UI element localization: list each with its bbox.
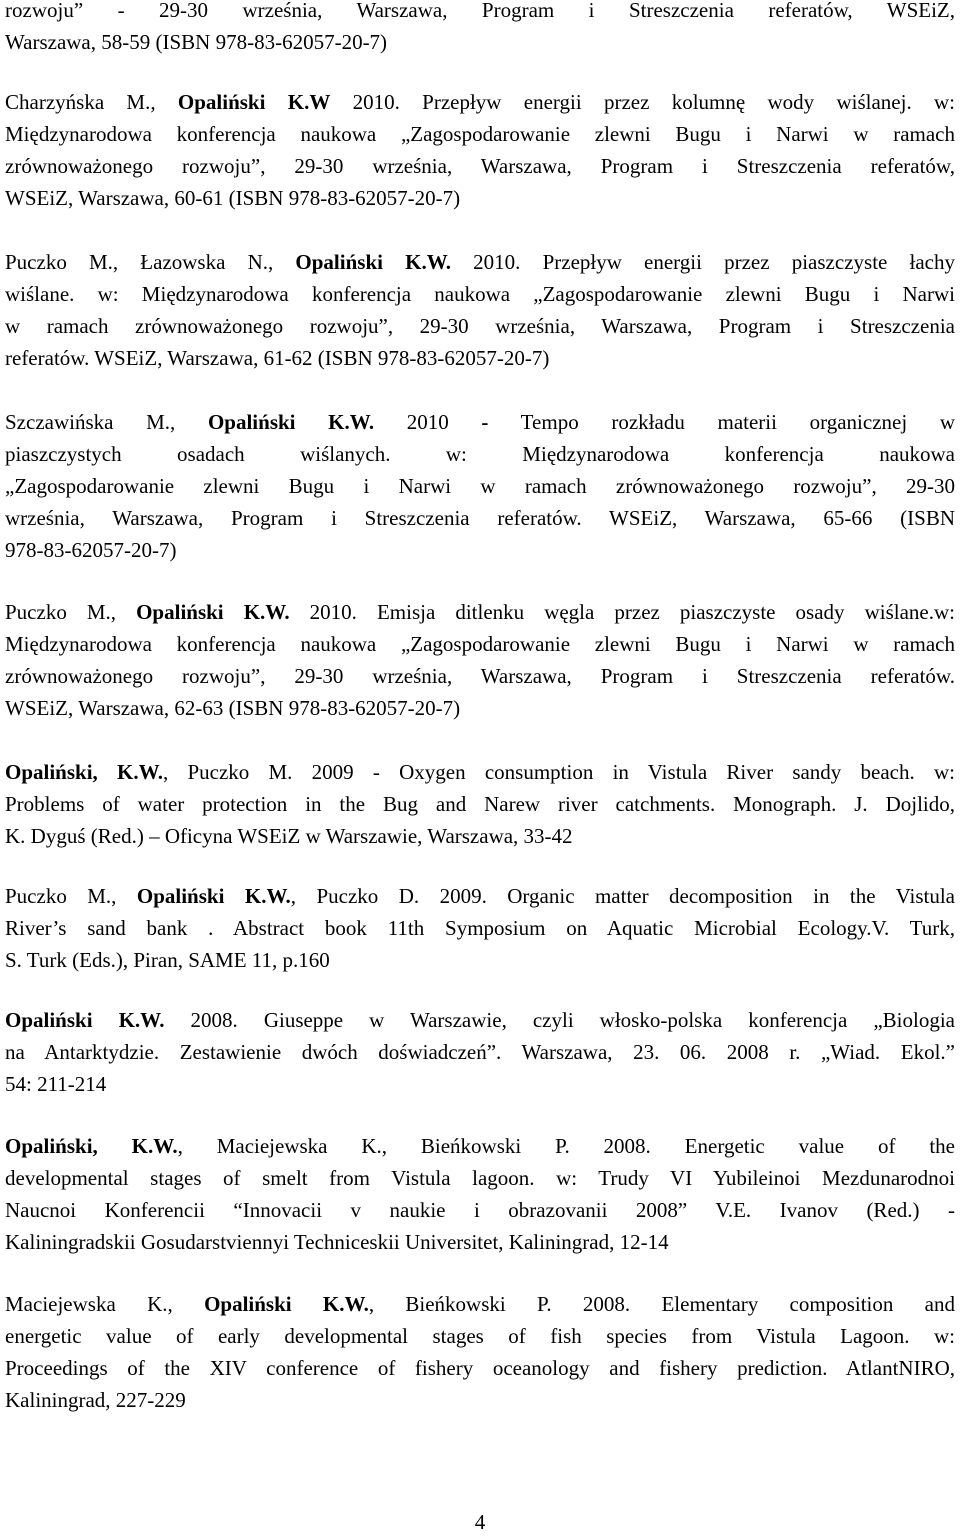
author-bold: Opaliński K.W. [5,1008,165,1032]
bibliography-entry [5,1288,955,1416]
entry-line [5,0,955,26]
entry-line [5,1162,955,1194]
bibliography-entry [5,1004,955,1100]
entry-text: Proceedings of the XIV conference of fishery oceanology and fishery prediction. AtlantNIRO, [5,1356,955,1380]
entry-text: developmental stages of smelt from Vistula lagoon. w: Trudy VI Yubileinoi Mezdunarodnoi [5,1166,955,1190]
entry-line [5,1320,955,1352]
entry-line [5,1194,955,1226]
entry-text: 2010. Przepływ energii przez piaszczyste łachy [451,250,955,274]
entry-line [5,1384,955,1416]
entry-line [5,278,955,310]
bibliography-entry [5,880,955,976]
bibliography-entry [5,596,955,724]
author-bold: Opaliński K.W. [204,1292,369,1316]
entry-line [5,880,955,912]
entry-text: S. Turk (Eds.), Piran, SAME 11, p.160 [5,948,330,972]
author-bold: Opaliński, K.W. [5,1134,178,1158]
entry-line [5,534,955,566]
author-bold: - [481,410,489,434]
entry-line [5,1004,955,1036]
entry-line [5,1036,955,1068]
entry-line [5,118,955,150]
entry-line [5,596,955,628]
entry-text: 978-83-62057-20-7) [5,538,177,562]
bibliography-entry [5,0,955,58]
entry-text: WSEiZ, Warszawa, 62-63 (ISBN 978-83-62057-20-7) [5,696,461,720]
entry-line [5,692,955,724]
entry-line [5,820,955,852]
entry-line [5,1226,955,1258]
page-number: 4 [474,1510,486,1534]
entry-text: września, Warszawa, Program i Streszczenia referatów. WSEiZ, Warszawa, 65-66 (ISBN [5,506,955,530]
entry-line [5,438,955,470]
entry-text: , Bieńkowski P. 2008. Elementary composition and [368,1292,956,1316]
entry-line [5,1352,955,1384]
entry-line [5,470,955,502]
entry-text: Maciejewska K., [5,1292,205,1316]
entry-text: Kaliningradskii Gosudarstviennyi Techniceskii Universitet, Kaliningrad, 12-14 [5,1230,669,1254]
entry-line [5,788,955,820]
entry-line [5,246,955,278]
bibliography-entry [5,246,955,374]
entry-text: Naucnoi Konferencii “Innovacii v naukie i obrazovanii 2008” V.E. Ivanov (Red.) - [5,1198,955,1222]
entry-line [5,756,955,788]
bibliography-entry [5,406,955,566]
entry-text: River’s sand bank . Abstract book 11th Symposium on Aquatic Microbial Ecology.V. Turk, [5,916,955,940]
entry-line [5,1068,955,1100]
entry-text: w ramach zrównoważonego rozwoju”, 29-30 września, Warszawa, Program i Streszczenia [5,314,955,338]
entry-text: Puczko M., [5,884,137,908]
entry-line [5,944,955,976]
entry-text: Międzynarodowa konferencja naukowa „Zagospodarowanie zlewni Bugu i Narwi w ramach [5,632,955,656]
entry-text: zrównoważonego rozwoju”, 29-30 września, Warszawa, Program i Streszczenia referatów. [5,664,955,688]
author-bold: Opaliński K.W. [207,410,375,434]
entry-text: 2010. Emisja ditlenku węgla przez piaszczyste osady wiślane.w: [289,600,955,624]
entry-line [5,150,955,182]
bibliography-entry [5,1130,955,1258]
entry-text: rozwoju” - 29-30 września, Warszawa, Program i Streszczenia referatów, WSEiZ, [5,0,955,22]
entry-text: Międzynarodowa konferencja naukowa „Zagospodarowanie zlewni Bugu i Narwi w ramach [5,122,955,146]
entry-line [5,310,955,342]
entry-text: , Puczko D. 2009. Organic matter decomposition in the Vistula [290,884,955,908]
entry-line [5,912,955,944]
entry-text: , Maciejewska K., Bieńkowski P. 2008. Energetic value of the [177,1134,955,1158]
author-bold: Opaliński K.W. [136,600,290,624]
entry-text: piaszczystych osadach wiślanych. w: Międzynarodowa konferencja naukowa [5,442,955,466]
entry-text: 2010 [374,410,482,434]
entry-text: 2008. Giuseppe w Warszawie, czyli włosko-polska konferencja „Biologia [164,1008,955,1032]
entry-text: Kaliningrad, 227-229 [5,1388,186,1412]
bibliography-entry [5,756,955,852]
entry-text: Puczko M., [5,600,137,624]
entry-line [5,502,955,534]
entry-line [5,182,955,214]
entry-text: wiślane. w: Międzynarodowa konferencja naukowa „Zagospodarowanie zlewni Bugu i Narwi [5,282,955,306]
entry-text: Tempo rozkładu materii organicznej w [488,410,956,434]
entry-text: 2010. Przepływ energii przez kolumnę wody wiślanej. w: [330,90,955,114]
entry-text: „Zagospodarowanie zlewni Bugu i Narwi w ramach zrównoważonego rozwoju”, 29-30 [5,474,955,498]
entry-text: referatów. WSEiZ, Warszawa, 61-62 (ISBN 978-83-62057-20-7) [5,346,550,370]
entry-text: Warszawa, 58-59 (ISBN 978-83-62057-20-7) [5,30,388,54]
entry-text: 54: 211-214 [5,1072,107,1096]
entry-line [5,1288,955,1320]
author-bold: Opaliński, K.W. [5,760,163,784]
bibliography-entry [5,86,955,214]
entry-text: na Antarktydzie. Zestawienie dwóch doświadczeń”. Warszawa, 23. 06. 2008 r. „Wiad. Ekol.” [5,1040,955,1064]
entry-text: Problems of water protection in the Bug and Narew river catchments. Monograph. J. Dojlido, [5,792,955,816]
entry-text: energetic value of early developmental stages of fish species from Vistula Lagoon. w: [5,1324,955,1348]
entry-text: K. Dyguś (Red.) – Oficyna WSEiZ w Warszawie, Warszawa, 33-42 [5,824,573,848]
entry-line [5,26,955,58]
author-bold: Opaliński K.W. [295,250,452,274]
entry-line [5,342,955,374]
entry-text: WSEiZ, Warszawa, 60-61 (ISBN 978-83-62057-20-7) [5,186,461,210]
author-bold: Opaliński K.W [177,90,331,114]
entry-text: Szczawińska M., [5,410,208,434]
entry-text: Charzyńska M., [5,90,178,114]
entry-text: zrównoważonego rozwoju”, 29-30 września, Warszawa, Program i Streszczenia referatów, [5,154,955,178]
entry-text: Puczko M., Łazowska N., [5,250,296,274]
entry-line [5,660,955,692]
entry-line [5,628,955,660]
author-bold: Opaliński K.W. [136,884,291,908]
entry-text: , Puczko M. 2009 - Oxygen consumption in Vistula River sandy beach. w: [162,760,955,784]
entry-line [5,1130,955,1162]
entry-line [5,86,955,118]
entry-line [5,406,955,438]
